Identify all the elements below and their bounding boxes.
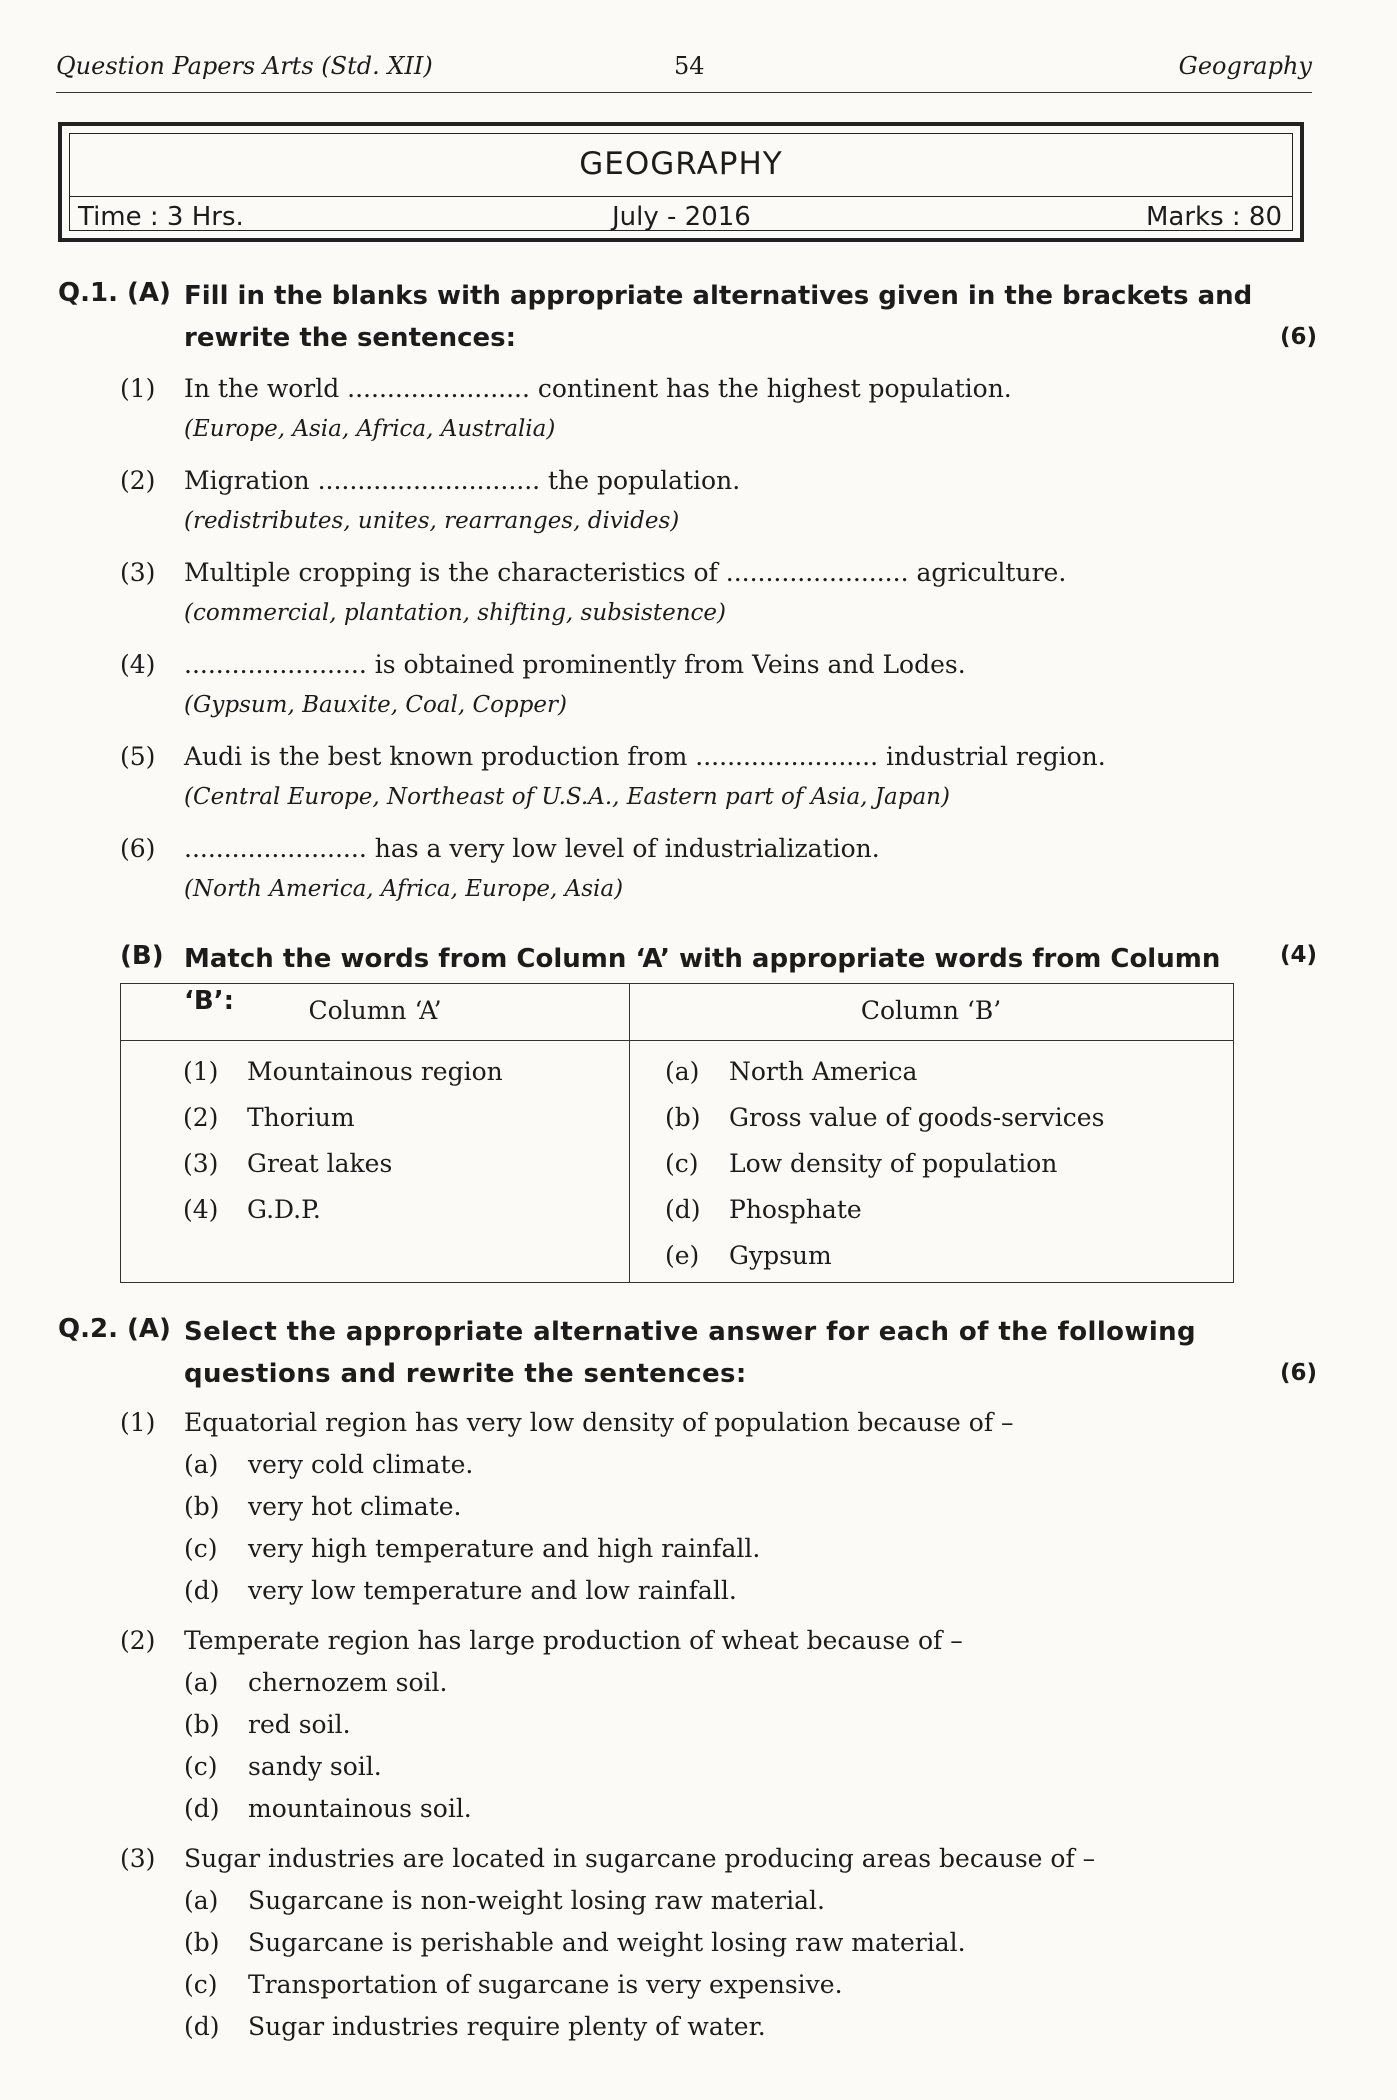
book-title: Question Papers Arts (Std. XII)	[56, 52, 433, 80]
option-text: chernozem soil.	[248, 1668, 448, 1697]
option-letter: (b)	[184, 1492, 220, 1521]
item-number: (3)	[120, 558, 156, 587]
item-number: (4)	[120, 650, 156, 679]
option-text: mountainous soil.	[248, 1794, 472, 1823]
question-text: Temperate region has large production of wheat because of –	[184, 1626, 963, 1655]
option-text: red soil.	[248, 1710, 351, 1739]
row-letter: (e)	[665, 1241, 700, 1270]
item-options: (Central Europe, Northeast of U.S.A., Eastern part of Asia, Japan)	[184, 784, 950, 810]
option-text: Sugarcane is perishable and weight losing raw material.	[248, 1928, 966, 1957]
option-text: very low temperature and low rainfall.	[248, 1576, 737, 1605]
q1a-instruction	[184, 275, 1254, 359]
column-a-header: Column ‘A’	[308, 996, 442, 1025]
paper-subject: GEOGRAPHY	[579, 146, 783, 182]
option-letter: (d)	[184, 2012, 220, 2041]
option-letter: (b)	[184, 1710, 220, 1739]
item-text: In the world ....................... continent has the highest population.	[184, 374, 1012, 403]
item-number: (5)	[120, 742, 156, 771]
row-text: North America	[729, 1057, 918, 1086]
option-letter: (b)	[184, 1928, 220, 1957]
item-options: (Gypsum, Bauxite, Coal, Copper)	[184, 692, 567, 718]
q1a-marks: (6)	[1280, 324, 1318, 350]
item-text: Multiple cropping is the characteristics of ....................... agriculture.	[184, 558, 1067, 587]
item-options: (North America, Africa, Europe, Asia)	[184, 876, 624, 902]
q2a-marks: (6)	[1280, 1360, 1318, 1386]
option-letter: (d)	[184, 1576, 220, 1605]
option-letter: (a)	[184, 1668, 219, 1697]
row-text: G.D.P.	[247, 1195, 321, 1224]
item-text: Migration ............................ the population.	[184, 466, 741, 495]
question-number: (3)	[120, 1844, 156, 1873]
q1a-instruction-line2: rewrite the sentences:	[184, 323, 517, 353]
title-divider	[70, 196, 1292, 197]
item-text: ....................... has a very low level of industrialization.	[184, 834, 880, 863]
option-letter: (d)	[184, 1794, 220, 1823]
table-column-divider	[629, 984, 630, 1282]
item-options: (commercial, plantation, shifting, subsistence)	[184, 600, 726, 626]
subject-header: Geography	[1178, 52, 1312, 80]
match-table	[120, 983, 1234, 1283]
row-letter: (d)	[665, 1195, 701, 1224]
item-number: (1)	[120, 374, 156, 403]
row-number: (3)	[183, 1149, 219, 1178]
question-text: Equatorial region has very low density of population because of –	[184, 1408, 1014, 1437]
option-text: sandy soil.	[248, 1752, 382, 1781]
row-text: Mountainous region	[247, 1057, 503, 1086]
q1b-label: (B)	[120, 941, 164, 971]
option-text: Sugar industries require plenty of water.	[248, 2012, 766, 2041]
table-header-divider	[121, 1040, 1233, 1041]
page-number: 54	[674, 52, 705, 80]
paper-marks: Marks : 80	[1145, 202, 1282, 232]
option-text: very cold climate.	[248, 1450, 474, 1479]
question-number: (2)	[120, 1626, 156, 1655]
item-number: (2)	[120, 466, 156, 495]
q2a-instruction	[184, 1311, 1254, 1395]
q2a-instruction-line1: Select the appropriate alternative answer for each of the following	[184, 1317, 1197, 1347]
row-number: (2)	[183, 1103, 219, 1132]
row-letter: (a)	[665, 1057, 700, 1086]
header-rule	[56, 92, 1312, 93]
option-letter: (c)	[184, 1534, 218, 1563]
q1a-instruction-line1: Fill in the blanks with appropriate alternatives given in the brackets and	[184, 281, 1253, 311]
row-number: (1)	[183, 1057, 219, 1086]
q2a-label: Q.2. (A)	[58, 1314, 171, 1344]
option-letter: (a)	[184, 1886, 219, 1915]
option-text: very hot climate.	[248, 1492, 462, 1521]
paper-title-box	[58, 122, 1304, 242]
paper-date: July - 2016	[612, 202, 751, 232]
row-text: Great lakes	[247, 1149, 393, 1178]
paper-title-inner	[69, 133, 1293, 231]
row-text: Phosphate	[729, 1195, 862, 1224]
running-head	[56, 52, 1312, 88]
item-text: ....................... is obtained prominently from Veins and Lodes.	[184, 650, 966, 679]
option-text: very high temperature and high rainfall.	[248, 1534, 761, 1563]
row-text: Low density of population	[729, 1149, 1058, 1178]
item-number: (6)	[120, 834, 156, 863]
paper-time: Time : 3 Hrs.	[78, 202, 244, 232]
row-text: Gypsum	[729, 1241, 832, 1270]
question-text: Sugar industries are located in sugarcane producing areas because of –	[184, 1844, 1096, 1873]
option-text: Transportation of sugarcane is very expensive.	[248, 1970, 843, 1999]
row-text: Gross value of goods-services	[729, 1103, 1105, 1132]
row-number: (4)	[183, 1195, 219, 1224]
q2a-instruction-line2: questions and rewrite the sentences:	[184, 1359, 747, 1389]
q1b-marks: (4)	[1280, 942, 1318, 968]
option-letter: (c)	[184, 1970, 218, 1999]
option-letter: (a)	[184, 1450, 219, 1479]
option-letter: (c)	[184, 1752, 218, 1781]
item-options: (Europe, Asia, Africa, Australia)	[184, 416, 556, 442]
q1b-instruction: Match the words from Column ‘A’ with appropriate words from Column ‘B’:	[184, 944, 1221, 1016]
question-number: (1)	[120, 1408, 156, 1437]
item-text: Audi is the best known production from ....................... industrial region.	[184, 742, 1106, 771]
item-options: (redistributes, unites, rearranges, divides)	[184, 508, 680, 534]
q1a-label: Q.1. (A)	[58, 278, 171, 308]
option-text: Sugarcane is non-weight losing raw material.	[248, 1886, 825, 1915]
row-letter: (c)	[665, 1149, 699, 1178]
row-text: Thorium	[247, 1103, 355, 1132]
row-letter: (b)	[665, 1103, 701, 1132]
column-b-header: Column ‘B’	[860, 996, 1002, 1025]
